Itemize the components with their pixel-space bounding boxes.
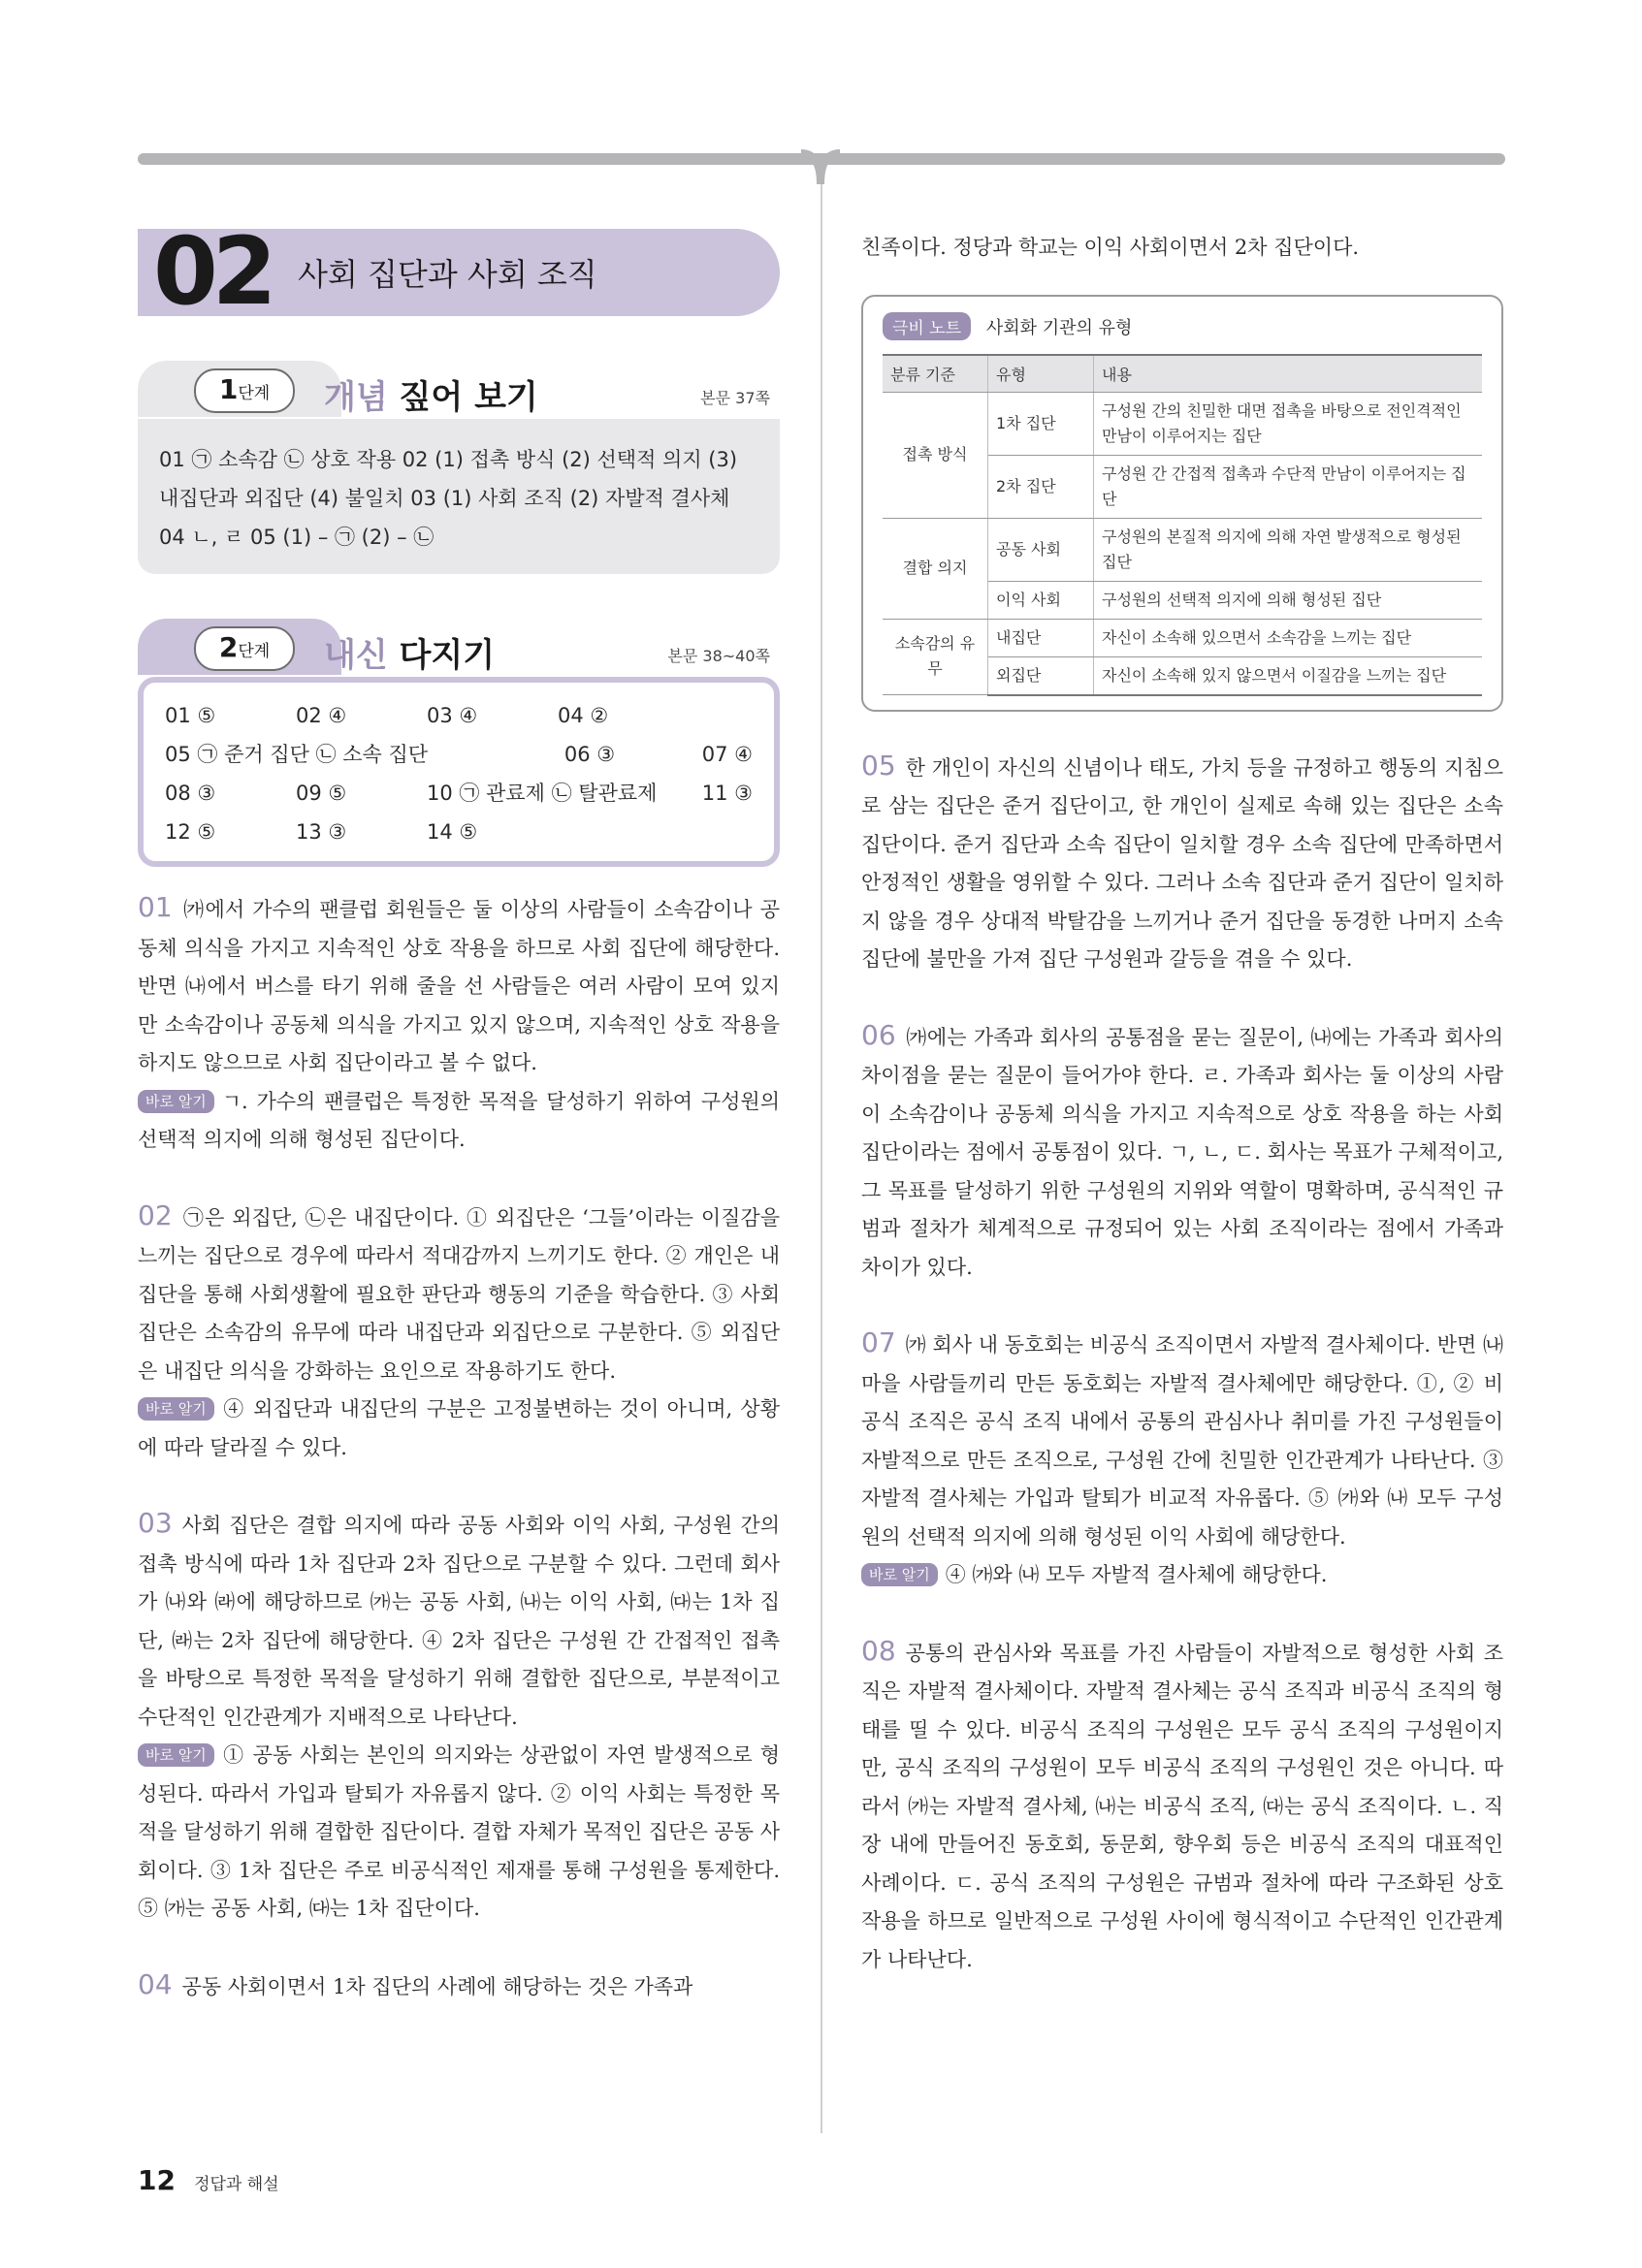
step2-title: 내신 다지기 bbox=[324, 636, 496, 675]
page-footer bbox=[138, 2164, 279, 2196]
top-divider-notch bbox=[801, 145, 840, 184]
note-table bbox=[883, 354, 1482, 696]
table-row: 2차 집단 구성원 간 간접적 접촉과 수단적 만남이 이루어지는 집단 bbox=[883, 455, 1482, 518]
section-number: 02 bbox=[153, 217, 272, 326]
step1-page-ref: 본문 37쪽 bbox=[700, 389, 770, 407]
explanation-03: 03 사회 집단은 결합 의지에 따라 공동 사회와 이익 사회, 구성원 간의 접촉 방식에 따라 1차 집단과 2차 집단으로 구분할 수 있다. 그런데 회사가 ㈏와 ㈑에 해당하므로 ㈎는 공동 사회, ㈏는 이익 사회, ㈐는 1차 집단, ㈑는 2차 집단에 해당한다. ④ 2차 집단은 구성원 간 간접적인 접촉을 바탕으로 특정한 목적을 달성하기 위해 결합한 집단으로, 부분적이고 수단적인 인간관계가 지배적으로 나타난다. 바로 알기 ① 공동 사회는 본인의 의지와는 상관없이 자연 발생적으로 형성된다. 따라서 가입과 탈퇴가 자유롭지 않다. ② 이익 사회는 특정한 목적을 달성하기 위해 결합한 집단이다. 결합 자체가 목적인 집단은 공동 사회이다. ③ 1차 집단은 주로 비공식적인 제재를 통해 구성원을 통제한다. ⑤ ㈎는 공동 사회, ㈐는 1차 집단이다. bbox=[138, 1507, 780, 1920]
answer-row: 01 ⑤ 02 ④ 03 ④ 04 ② bbox=[165, 704, 609, 727]
explanation-07: 07 ㈎ 회사 내 동호회는 비공식 조직이면서 자발적 결사체이다. 반면 ㈏ 마을 사람들끼리 만든 동호회는 자발적 결사체에만 해당한다. ①, ② 비공식 조직은 공식 조직 내에서 공통의 관심사나 취미를 가진 구성원들이 자발적으로 만든 조직으로, 구성원 간에 친밀한 인간관계가 나타난다. ③ 자발적 결사체는 가입과 탈퇴가 비교적 자유롭다. ⑤ ㈎와 ㈏ 모두 구성원의 선택적 의지에 의해 형성된 이익 사회에 해당한다. 바로 알기 ④ ㈎와 ㈏ 모두 자발적 결사체에 해당한다. bbox=[861, 1326, 1503, 1586]
step2-badge: 2단계 bbox=[194, 626, 295, 671]
page-number: 12 bbox=[138, 2164, 176, 2196]
table-row: 이익 사회 구성원의 선택적 의지에 의해 형성된 집단 bbox=[883, 581, 1482, 619]
step1-title: 개념 짚어 보기 bbox=[324, 378, 538, 417]
step2-page-ref: 본문 38~40쪽 bbox=[667, 647, 770, 665]
explanation-04-cont: 친족이다. 정당과 학교는 이익 사회이면서 2차 집단이다. bbox=[861, 236, 1360, 259]
note-tag: 극비 노트 bbox=[883, 312, 971, 340]
step2-header bbox=[138, 619, 780, 677]
table-row: 외집단 자신이 소속해 있지 않으면서 이질감을 느끼는 집단 bbox=[883, 656, 1482, 695]
explanation-04: 04 공동 사회이면서 1차 집단의 사례에 해당하는 것은 가족과 bbox=[138, 1967, 693, 2000]
right-column bbox=[861, 229, 1503, 1979]
explanation-02: 02 ㉠은 외집단, ㉡은 내집단이다. ① 외집단은 ‘그들’이라는 이질감을 느끼는 집단으로 경우에 따라서 적대감까지 느끼기도 한다. ② 개인은 내집단을 통해 사회생활에 필요한 판단과 행동의 기준을 학습한다. ③ 사회 집단은 소속감의 유무에 따라 내집단과 외집단으로 구분한다. ⑤ 외집단은 내집단 의식을 강화하는 요인으로 작용하기도 한다. 바로 알기 ④ 외집단과 내집단의 구분은 고정불변하는 것이 아니며, 상황에 따라 달라질 수 있다. bbox=[138, 1198, 780, 1459]
answer-row: 12 ⑤ 13 ③ 14 ⑤ bbox=[165, 820, 478, 844]
section-title: 사회 집단과 사회 조직 bbox=[298, 256, 597, 293]
table-row: 소속감의 유무 내집단 자신이 소속해 있으면서 소속감을 느끼는 집단 bbox=[883, 619, 1482, 656]
table-header-row: 분류 기준 유형 내용 bbox=[883, 355, 1482, 393]
step1-answers bbox=[138, 419, 780, 574]
step2-answers bbox=[138, 677, 780, 867]
answer-line: 내집단과 외집단 (4) 불일치 03 (1) 사회 조직 (2) 자발적 결사체 bbox=[159, 487, 730, 510]
column-divider bbox=[821, 184, 822, 2133]
answer-line: 04 ㄴ, ㄹ 05 (1) – ㉠ (2) – ㉡ bbox=[159, 526, 435, 549]
step1-header bbox=[138, 361, 780, 419]
answer-line: 01 ㉠ 소속감 ㉡ 상호 작용 02 (1) 접촉 방식 (2) 선택적 의지 (3) bbox=[159, 448, 738, 471]
explanation-01: 01 ㈎에서 가수의 팬클럽 회원들은 둘 이상의 사람들이 소속감이나 공동체 의식을 가지고 지속적인 상호 작용을 하므로 사회 집단에 해당한다. 반면 ㈏에서 버스를 타기 위해 줄을 선 사람들은 여러 사람이 모여 있지만 소속감이나 공동체 의식을 가지고 있지 않으며, 지속적인 상호 작용을 하지도 않으므로 사회 집단이라고 볼 수 없다. 바로 알기 ㄱ. 가수의 팬클럽은 특정한 목적을 달성하기 위하여 구성원의 선택적 의지에 의해 형성된 집단이다. bbox=[138, 891, 780, 1151]
answer-row: 08 ③ 09 ⑤ 10 ㉠ 관료제 ㉡ 탈관료제 11 ③ bbox=[165, 782, 753, 805]
explanation-05: 05 한 개인이 자신의 신념이나 태도, 가치 등을 규정하고 행동의 지침으로 삼는 집단은 준거 집단이고, 한 개인이 실제로 속해 있는 집단은 소속 집단이다. 준거 집단과 소속 집단이 일치할 경우 소속 집단에 만족하면서 안정적인 생활을 영위할 수 있다. 그러나 소속 집단과 준거 집단이 일치하지 않을 경우 상대적 박탈감을 느끼거나 준거 집단을 동경한 나머지 소속 집단에 불만을 가져 집단 구성원과 갈등을 겪을 수 있다. bbox=[861, 749, 1503, 971]
note-header bbox=[883, 312, 1482, 340]
section-banner bbox=[138, 217, 780, 326]
step1-badge: 1단계 bbox=[194, 368, 295, 413]
footer-label: 정답과 해설 bbox=[194, 2175, 279, 2194]
table-row: 접촉 방식 1차 집단 구성원 간의 친밀한 대면 접촉을 바탕으로 전인격적인 만남이 이루어지는 집단 bbox=[883, 392, 1482, 455]
note-title: 사회화 기관의 유형 bbox=[985, 317, 1133, 338]
answer-row: 05 ㉠ 준거 집단 ㉡ 소속 집단 06 ③ 07 ④ bbox=[165, 743, 753, 766]
note-box bbox=[861, 295, 1503, 712]
table-row: 결합 의지 공동 사회 구성원의 본질적 의지에 의해 자연 발생적으로 형성된 집단 bbox=[883, 518, 1482, 581]
explanation-08: 08 공통의 관심사와 목표를 가진 사람들이 자발적으로 형성한 사회 조직은 자발적 결사체이다. 자발적 결사체는 공식 조직과 비공식 조직의 형태를 띨 수 있다. 비공식 조직의 구성원은 모두 공식 조직의 구성원이지만, 공식 조직의 구성원이 모두 비공식 조직의 구성원인 것은 아니다. 따라서 ㈎는 자발적 결사체, ㈏는 비공식 조직, ㈐는 공식 조직이다. ㄴ. 직장 내에 만들어진 동호회, 동문회, 향우회 등은 비공식 조직의 대표적인 사례이다. ㄷ. 공식 조직의 구성원은 규범과 절차에 따라 구조화된 상호 작용을 하므로 일반적으로 구성원 사이에 형식적이고 수단적인 인간관계가 나타난다. bbox=[861, 1634, 1503, 1971]
left-column bbox=[138, 217, 780, 2006]
explanation-06: 06 ㈎에는 가족과 회사의 공통점을 묻는 질문이, ㈏에는 가족과 회사의 차이점을 묻는 질문이 들어가야 한다. ㄹ. 가족과 회사는 둘 이상의 사람이 소속감이나 공동체 의식을 가지고 지속적으로 상호 작용을 하는 사회 집단이라는 점에서 공통점이 있다. ㄱ, ㄴ, ㄷ. 회사는 목표가 구체적이고, 그 목표를 달성하기 위한 구성원의 지위와 역할이 명확하며, 공식적인 규범과 절차가 체계적으로 규정되어 있는 사회 조직이라는 점에서 가족과 차이가 있다. bbox=[861, 1018, 1503, 1279]
